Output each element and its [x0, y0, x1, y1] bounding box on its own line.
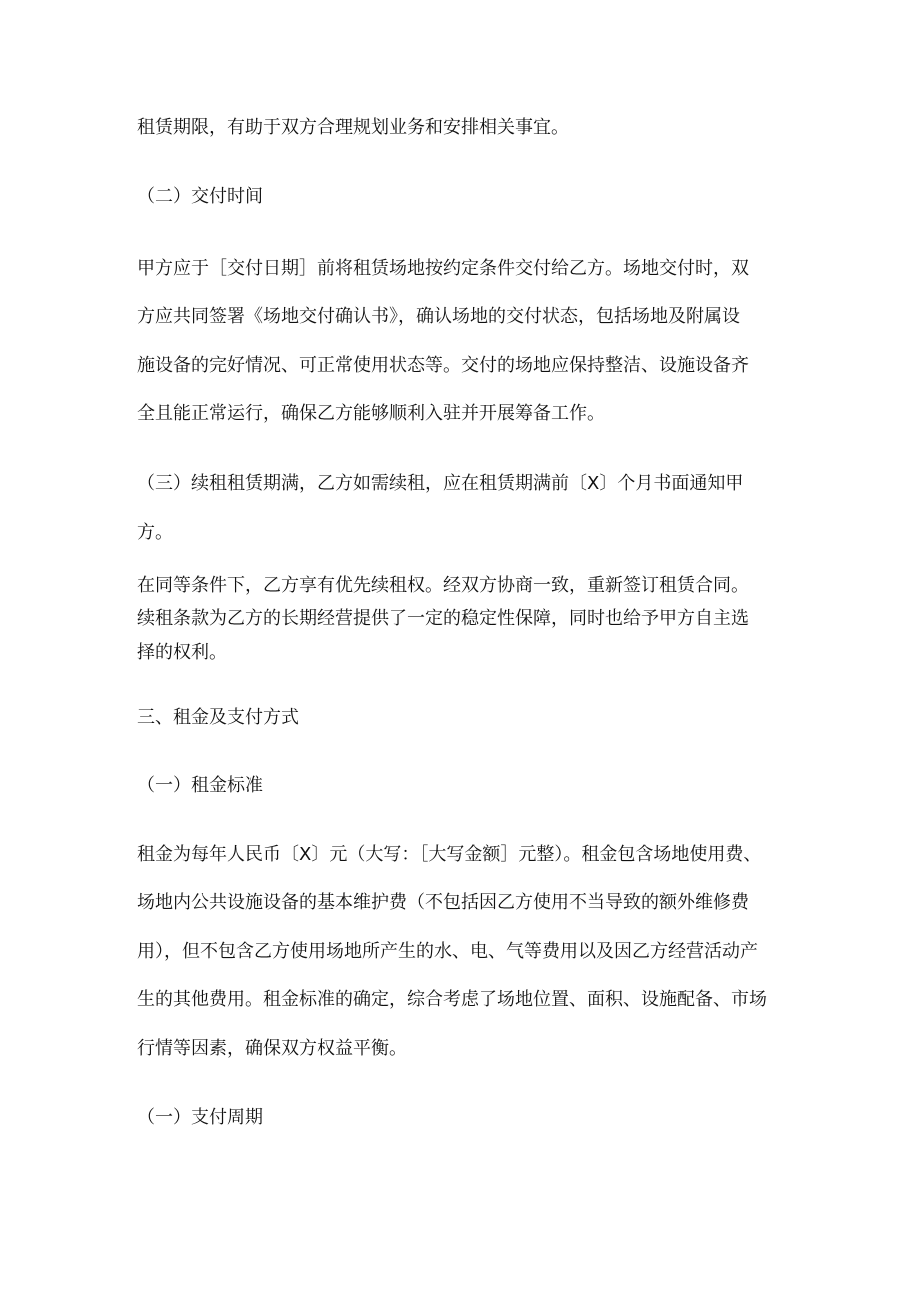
paragraph-line: 行情等因素，确保双方权益平衡。	[137, 1038, 407, 1059]
section-heading: （二）交付时间	[137, 186, 263, 207]
paragraph-line: 场地内公共设施设备的基本维护费（不包括因乙方使用不当导致的额外维修费	[137, 892, 749, 913]
section-heading: （一）租金标准	[137, 775, 263, 796]
paragraph-line: 择的权利。	[137, 642, 227, 663]
paragraph-line: 租赁期限，有助于双方合理规划业务和安排相关事宜。	[137, 117, 569, 138]
section-heading: （一）支付周期	[137, 1107, 263, 1128]
paragraph-line: 续租条款为乙方的长期经营提供了一定的稳定性保障，同时也给予甲方自主选	[137, 608, 749, 629]
paragraph-line: 用），但不包含乙方使用场地所产生的水、电、气等费用以及因乙方经营活动产	[137, 941, 758, 962]
paragraph-line: 在同等条件下，乙方享有优先续租权。经双方协商一致，重新签订租赁合同。	[137, 575, 749, 596]
paragraph-line: 租金为每年人民币〔X〕元（大写：［大写金额］元整）。租金包含场地使用费、	[137, 844, 762, 865]
paragraph-line: 方应共同签署《场地交付确认书》，确认场地的交付状态，包括场地及附属设	[137, 306, 740, 327]
chapter-heading: 三、租金及支付方式	[137, 707, 299, 728]
paragraph-line: 施设备的完好情况、可正常使用状态等。交付的场地应保持整洁、设施设备齐	[137, 355, 749, 376]
paragraph-line: 甲方应于［交付日期］前将租赁场地按约定条件交付给乙方。场地交付时，双	[137, 258, 749, 279]
paragraph-line: （三）续租租赁期满，乙方如需续租，应在租赁期满前〔X〕个月书面通知甲	[137, 473, 744, 494]
paragraph-line: 方。	[137, 522, 173, 543]
paragraph-line: 全且能正常运行，确保乙方能够顺利入驻并开展筹备工作。	[137, 403, 605, 424]
paragraph-line: 生的其他费用。租金标准的确定，综合考虑了场地位置、面积、设施配备、市场	[137, 989, 767, 1010]
